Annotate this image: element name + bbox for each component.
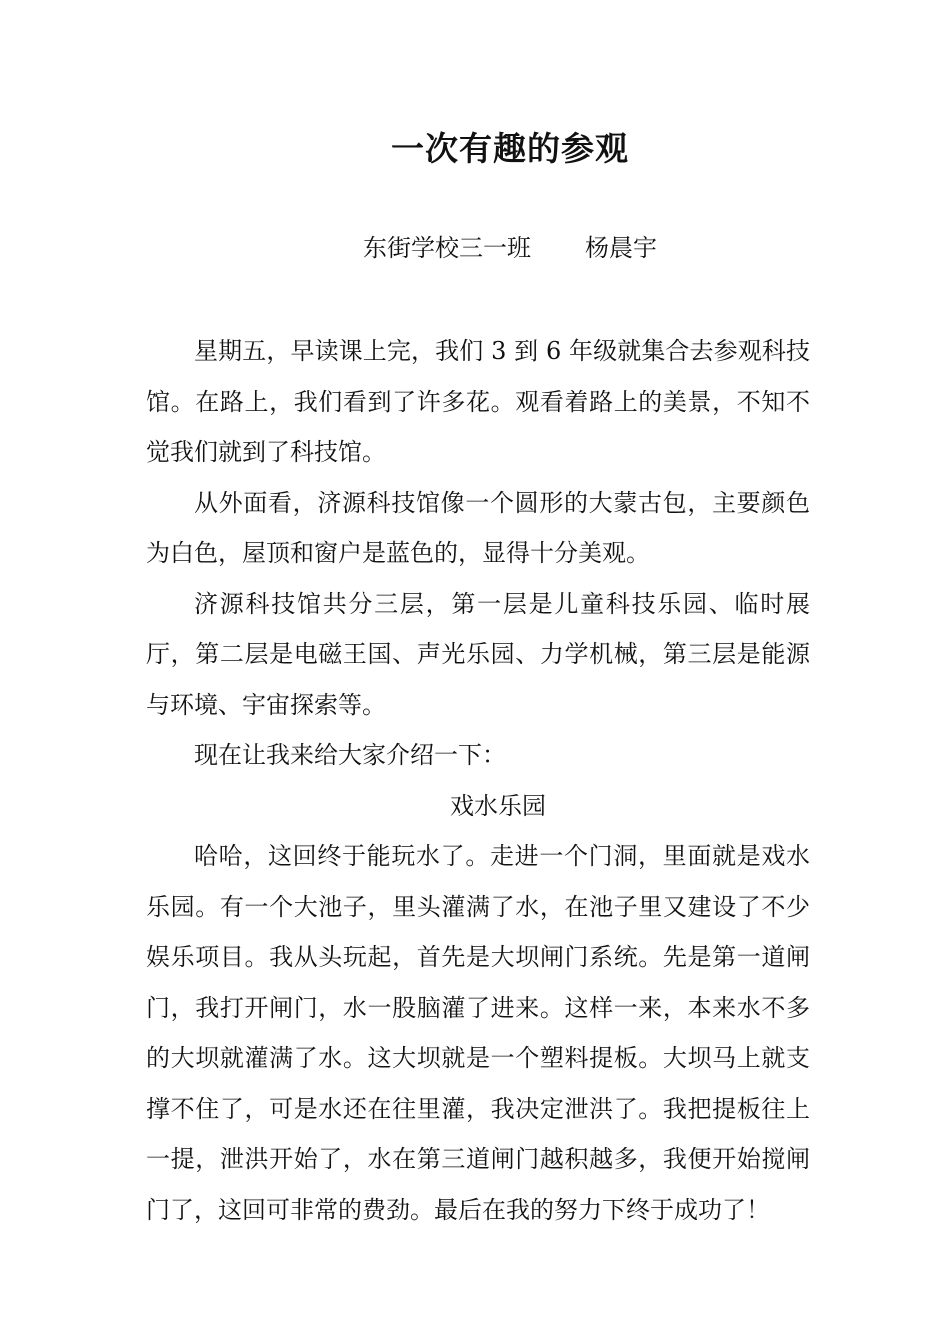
paragraph: 从外面看，济源科技馆像一个圆形的大蒙古包，主要颜色为白色，屋顶和窗户是蓝色的，显得十分美观。 (146, 488, 810, 567)
paragraph: 济源科技馆共分三层，第一层是儿童科技乐园、临时展厅，第二层是电磁王国、声光乐园、力学机械，第三层是能源与环境、宇宙探索等。 (146, 589, 810, 719)
paragraph: 星期五，早读课上完，我们 3 到 6 年级就集合去参观科技馆。在路上，我们看到了许多花。观看着路上的美景，不知不觉我们就到了科技馆。 (146, 337, 810, 466)
school-class: 东街学校三一班 (363, 234, 531, 262)
author-name: 杨晨宇 (585, 234, 657, 262)
paragraph: 现在让我来给大家介绍一下： (194, 741, 506, 769)
paragraph: 哈哈，这回终于能玩水了。走进一个门洞，里面就是戏水乐园。有一个大池子，里头灌满了水，在池子里又建设了不少娱乐项目。我从头玩起，首先是大坝闸门系统。先是第一道闸门，我打开闸门，水一股脑灌了进来。这样一来，本来水不多的大坝就灌满了水。这大坝就是一个塑料提板。大坝马上就支撑不住了，可是水还在往里灌，我决定泄洪了。我把提板往上一提，泄洪开始了，水在第三道闸门越积越多，我便开始搅闸门了，这回可非常的费劲。最后在我的努力下终于成功了！ (146, 842, 810, 1224)
document-title: 一次有趣的参观 (391, 129, 629, 168)
essay-body (146, 326, 810, 1235)
section-subheading: 戏水乐园 (450, 791, 546, 820)
byline (0, 226, 950, 270)
